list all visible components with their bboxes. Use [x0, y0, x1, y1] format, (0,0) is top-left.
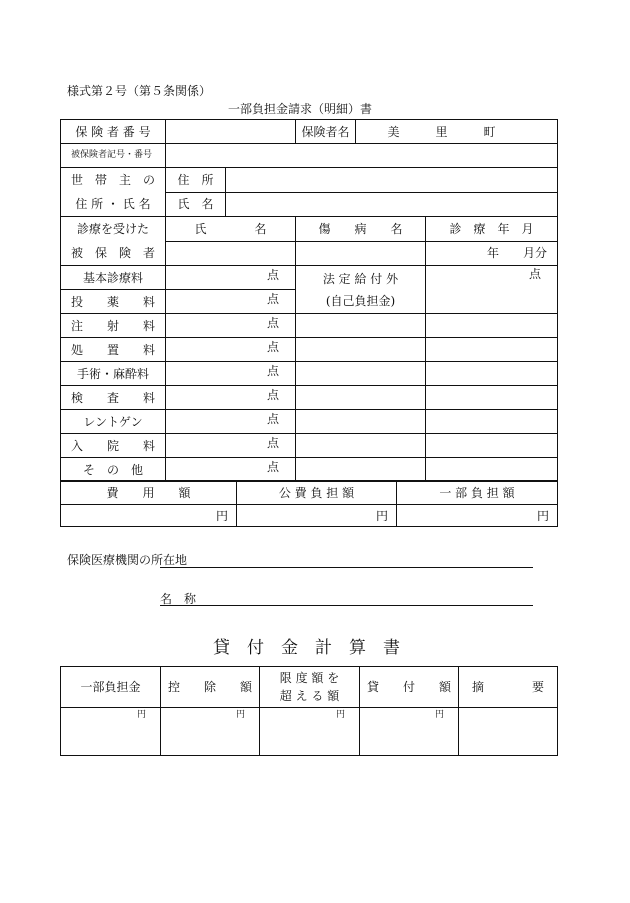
non-statutory-points-field[interactable] [426, 434, 558, 458]
cost-amount-field[interactable]: 円 [61, 505, 237, 527]
loan-limit-field[interactable]: 円 [260, 708, 360, 756]
loan-amount-header: 貸 付 額 [360, 667, 459, 708]
loan-amount-field[interactable]: 円 [360, 708, 459, 756]
fee-item-label: 入 院 料 [61, 434, 166, 458]
non-statutory-points-field[interactable] [426, 314, 558, 338]
non-statutory-points-field[interactable] [426, 362, 558, 386]
disease-field[interactable] [296, 241, 426, 266]
institution-name-label: 名 称 [160, 592, 197, 606]
insurer-name-label: 保険者名 [296, 120, 356, 144]
fee-points-cell: 点 [166, 338, 296, 362]
insured-symbol-field[interactable] [166, 144, 558, 168]
patient-label [61, 217, 166, 266]
fee-points-cell: 点 [166, 290, 296, 314]
household-head-label [61, 168, 166, 217]
non-statutory-line1: 法 定 給 付 外 [322, 272, 399, 286]
fee-points-cell: 点 [166, 314, 296, 338]
fee-points-cell: 点 [166, 362, 296, 386]
fee-item-label: 手術・麻酔料 [61, 362, 166, 386]
fee-item-label: 投 薬 料 [61, 290, 166, 314]
name-field[interactable] [226, 192, 558, 217]
cost-amount-label: 費 用 額 [61, 481, 237, 505]
address-field[interactable] [226, 168, 558, 193]
public-burden-field[interactable]: 円 [237, 505, 397, 527]
totals-table [60, 480, 558, 527]
non-statutory-field[interactable] [296, 458, 426, 482]
form-title: 一部負担金請求（明細）書 [228, 102, 373, 116]
non-statutory-field[interactable] [296, 362, 426, 386]
fee-points-cell: 点 [166, 266, 296, 290]
loan-partial-field[interactable]: 円 [61, 708, 161, 756]
loan-limit-header [260, 667, 360, 708]
non-statutory-points-field[interactable] [426, 458, 558, 482]
partial-burden-label: 一 部 負 担 額 [397, 481, 558, 505]
non-statutory-line2: (自己負担金) [325, 294, 396, 308]
patient-label-line2: 被 保 険 者 [70, 246, 155, 260]
loan-limit-line2: 超 え る 額 [279, 689, 340, 703]
loan-remarks-field[interactable] [459, 708, 558, 756]
institution-location-label: 保険医療機関の所在地 [67, 553, 188, 567]
loan-deduction-header: 控 除 額 [161, 667, 260, 708]
non-statutory-field[interactable] [296, 410, 426, 434]
insurer-number-field[interactable] [166, 120, 296, 144]
treatment-date-value: 年 月分 [426, 241, 558, 266]
fee-item-label: 基本診療料 [61, 266, 166, 290]
claim-table [60, 119, 558, 482]
public-burden-label: 公 費 負 担 額 [237, 481, 397, 505]
institution-name-line[interactable] [160, 605, 533, 606]
disease-header: 傷 病 名 [296, 217, 426, 242]
non-statutory-label [296, 266, 426, 314]
fee-item-label: そ の 他 [61, 458, 166, 482]
fee-points-cell: 点 [166, 410, 296, 434]
household-head-line1: 世 帯 主 の [70, 173, 155, 187]
insured-symbol-label: 被保険者記号・番号 [61, 144, 166, 168]
non-statutory-field[interactable] [296, 338, 426, 362]
fee-points-cell: 点 [166, 458, 296, 482]
loan-calc-table [60, 666, 558, 756]
address-label: 住 所 [166, 168, 226, 193]
fee-item-label: 検 査 料 [61, 386, 166, 410]
fee-points-cell: 点 [166, 386, 296, 410]
insurer-number-label: 保 険 者 番 号 [61, 120, 166, 144]
non-statutory-field[interactable] [296, 386, 426, 410]
non-statutory-points: 点 [426, 266, 558, 314]
patient-name-header: 氏 名 [166, 217, 296, 242]
household-head-line2: 住 所 ・ 氏 名 [75, 197, 151, 211]
loan-calc-title: 貸 付 金 計 算 書 [213, 638, 400, 658]
treatment-date-header: 診 療 年 月 [426, 217, 558, 242]
loan-deduction-field[interactable]: 円 [161, 708, 260, 756]
fee-item-label: 注 射 料 [61, 314, 166, 338]
form-number-header: 様式第２号（第５条関係） [67, 84, 212, 98]
loan-remarks-header: 摘 要 [459, 667, 558, 708]
patient-name-field[interactable] [166, 241, 296, 266]
name-label: 氏 名 [166, 192, 226, 217]
non-statutory-points-field[interactable] [426, 410, 558, 434]
institution-location-line[interactable] [160, 567, 533, 568]
fee-item-label: レントゲン [61, 410, 166, 434]
partial-burden-field[interactable]: 円 [397, 505, 558, 527]
non-statutory-field[interactable] [296, 434, 426, 458]
loan-limit-line1: 限 度 額 を [279, 671, 340, 685]
fee-points-cell: 点 [166, 434, 296, 458]
fee-item-label: 処 置 料 [61, 338, 166, 362]
non-statutory-points-field[interactable] [426, 338, 558, 362]
non-statutory-points-field[interactable] [426, 386, 558, 410]
loan-partial-header: 一部負担金 [61, 667, 161, 708]
non-statutory-field[interactable] [296, 314, 426, 338]
insurer-name-value: 美 里 町 [356, 120, 558, 144]
patient-label-line1: 診療を受けた [76, 222, 149, 236]
